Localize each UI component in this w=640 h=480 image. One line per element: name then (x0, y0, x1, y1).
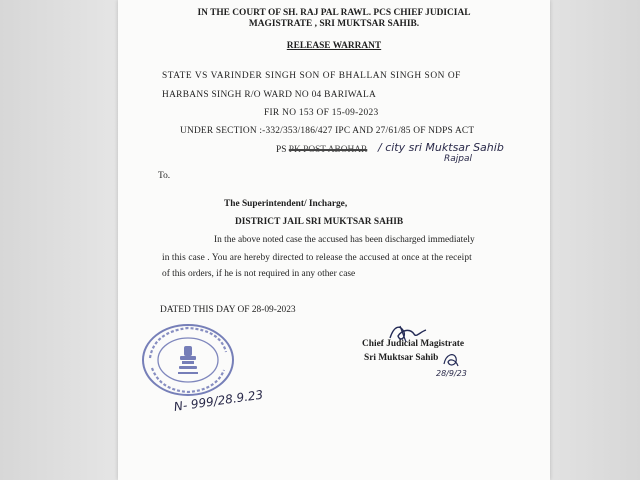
dated-line: DATED THIS DAY OF 28-09-2023 (160, 305, 296, 315)
court-seal-stamp (140, 322, 236, 398)
court-header-line-1: IN THE COURT OF SH. RAJ PAL RAWL. PCS CHIEF JUDICIAL (197, 8, 471, 18)
to-label: To. (158, 171, 171, 181)
fir-number: FIR NO 153 OF 15-09-2023 (264, 108, 379, 118)
under-section: UNDER SECTION :-332/353/186/427 IPC AND 27/61/85 OF NDPS ACT (180, 126, 475, 136)
recipient-designation: The Superintendent/ Incharge, (224, 199, 348, 209)
recipient-institution: DISTRICT JAIL SRI MUKTSAR SAHIB (235, 217, 404, 227)
document-title: RELEASE WARRANT (286, 41, 382, 51)
police-station-line (276, 146, 367, 155)
case-parties-line-1: STATE VS VARINDER SINGH SON OF BHALLAN SINGH SON OF (162, 71, 461, 81)
dispatch-note: N- 999/28.9.23 (173, 387, 264, 414)
body-line-2: in this case . You are hereby directed to release the accused at once at the receipt (162, 253, 472, 263)
ps-struck-text: PK POST ABOHAR (288, 145, 368, 155)
signatory-place: Sri Muktsar Sahib (364, 353, 439, 363)
body-line-1: In the above noted case the accused has been discharged immediately (214, 235, 475, 245)
initial-mark (440, 350, 462, 370)
body-line-3: of this orders, if he is not required in any other case (162, 269, 356, 279)
release-warrant-page (118, 0, 550, 480)
case-parties-line-2: HARBANS SINGH R/O WARD NO 04 BARIWALA (162, 90, 377, 100)
ps-handwritten-correction: / city sri Muktsar Sahib (378, 141, 504, 154)
ps-label: PS (276, 145, 287, 155)
signatory-designation: Chief Judicial Magistrate (362, 339, 465, 349)
ps-handwritten-initials: Rajpal (444, 154, 472, 164)
initial-date: 28/9/23 (436, 369, 467, 378)
court-header-line-2: MAGISTRATE , SRI MUKTSAR SAHIB. (248, 19, 420, 29)
